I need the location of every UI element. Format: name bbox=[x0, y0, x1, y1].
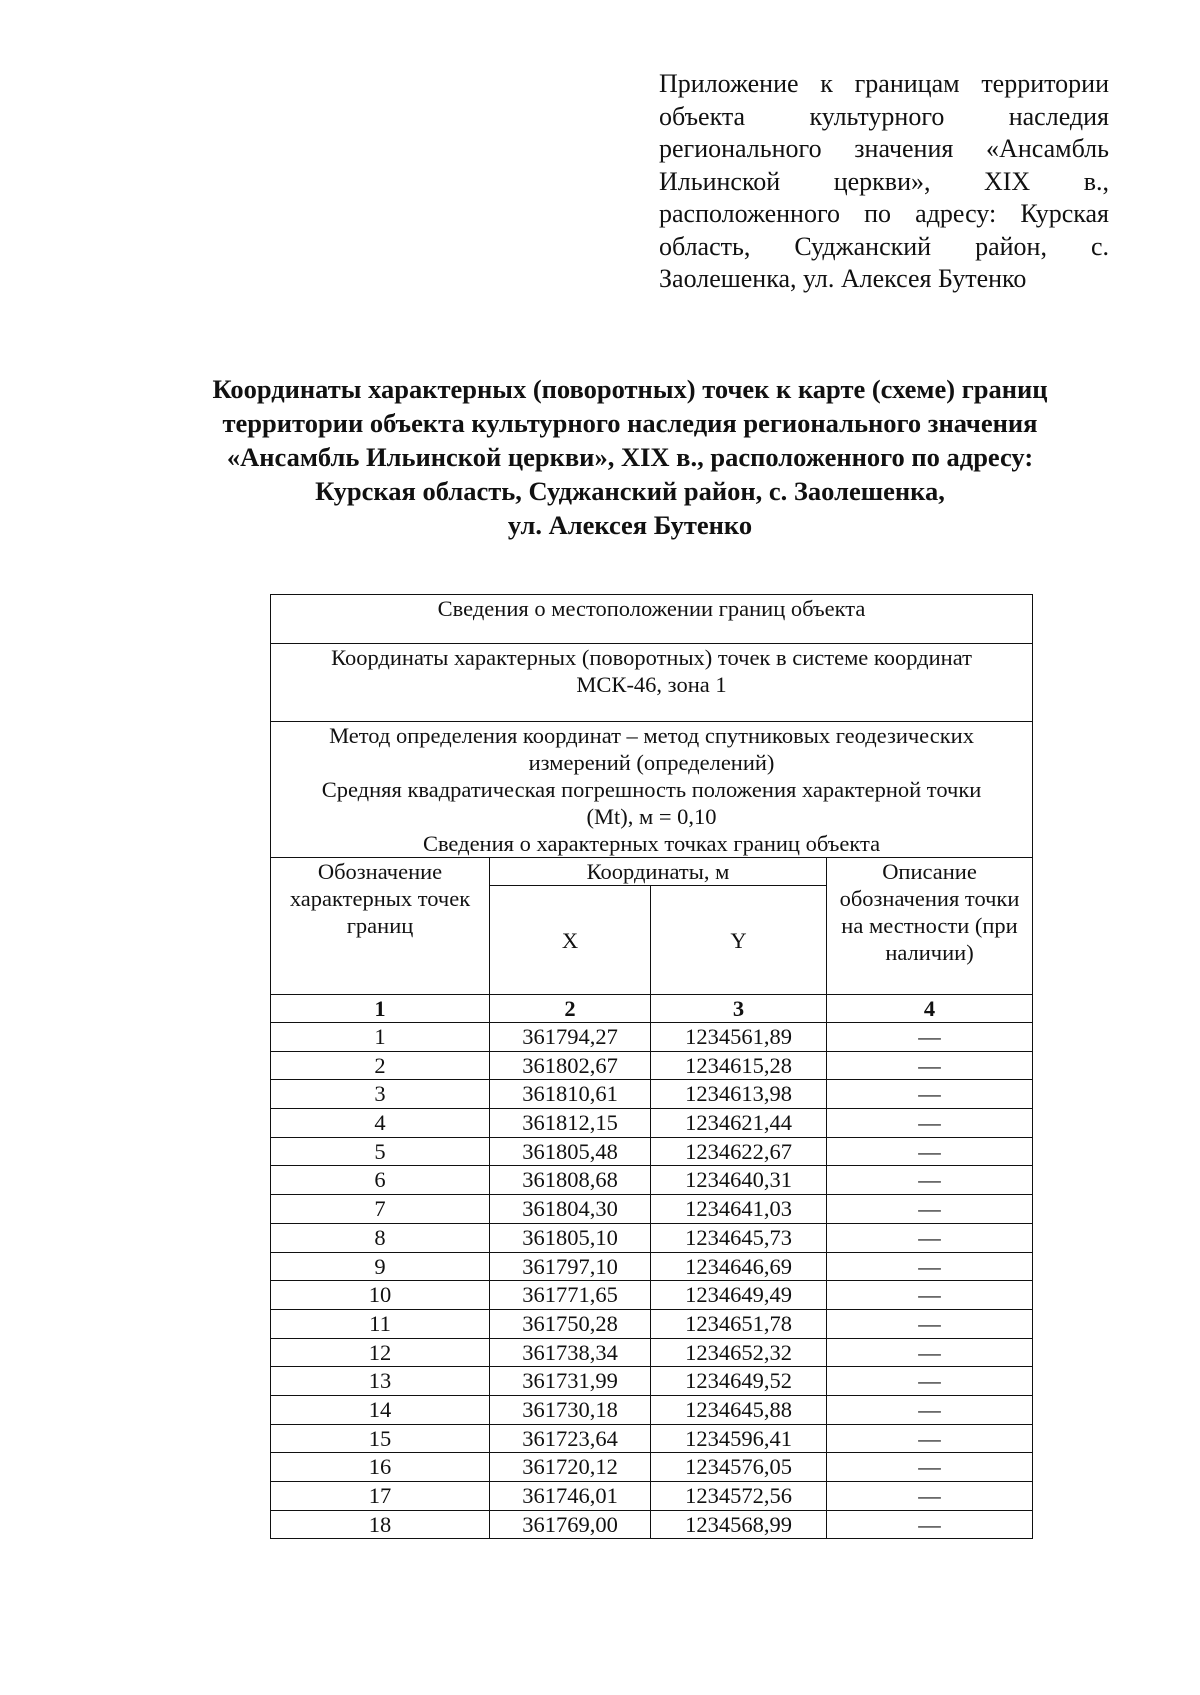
x-coordinate: 361720,12 bbox=[490, 1453, 651, 1482]
y-coordinate: 1234652,32 bbox=[651, 1338, 827, 1367]
column-number-row bbox=[271, 995, 1033, 1023]
point-number: 8 bbox=[271, 1223, 490, 1252]
point-number: 1 bbox=[271, 1023, 490, 1052]
title-line: Курская область, Суджанский район, с. Заолешенка, bbox=[315, 476, 945, 506]
point-description: — bbox=[827, 1309, 1033, 1338]
x-coordinate: 361804,30 bbox=[490, 1195, 651, 1224]
table-row bbox=[271, 1309, 1033, 1338]
table-row bbox=[271, 1223, 1033, 1252]
y-coordinate: 1234645,88 bbox=[651, 1395, 827, 1424]
x-coordinate: 361794,27 bbox=[490, 1023, 651, 1052]
x-coordinate: 361808,68 bbox=[490, 1166, 651, 1195]
table-row bbox=[271, 1051, 1033, 1080]
column-number: 3 bbox=[651, 995, 827, 1023]
column-number: 2 bbox=[490, 995, 651, 1023]
table-row bbox=[271, 1482, 1033, 1511]
coordinate-system bbox=[271, 644, 1033, 722]
coord-system-line: Координаты характерных (поворотных) точек в системе координат bbox=[331, 645, 972, 670]
point-number: 11 bbox=[271, 1309, 490, 1338]
x-coordinate: 361723,64 bbox=[490, 1424, 651, 1453]
point-description: — bbox=[827, 1367, 1033, 1396]
y-coordinate: 1234622,67 bbox=[651, 1137, 827, 1166]
header-x: X bbox=[490, 886, 651, 995]
error-line: Средняя квадратическая погрешность положения характерной точки bbox=[321, 777, 982, 802]
y-coordinate: 1234613,98 bbox=[651, 1080, 827, 1109]
point-number: 15 bbox=[271, 1424, 490, 1453]
section-title: Сведения о местоположении границ объекта bbox=[271, 595, 1033, 644]
point-number: 5 bbox=[271, 1137, 490, 1166]
table-row bbox=[271, 1281, 1033, 1310]
y-coordinate: 1234646,69 bbox=[651, 1252, 827, 1281]
point-number: 14 bbox=[271, 1395, 490, 1424]
x-coordinate: 361802,67 bbox=[490, 1051, 651, 1080]
header-description: Описание обозначения точки на местности (при наличии) bbox=[827, 858, 1033, 995]
x-coordinate: 361730,18 bbox=[490, 1395, 651, 1424]
point-description: — bbox=[827, 1453, 1033, 1482]
title-line: ул. Алексея Бутенко bbox=[507, 510, 753, 540]
x-coordinate: 361731,99 bbox=[490, 1367, 651, 1396]
point-description: — bbox=[827, 1223, 1033, 1252]
y-coordinate: 1234561,89 bbox=[651, 1023, 827, 1052]
y-coordinate: 1234576,05 bbox=[651, 1453, 827, 1482]
point-description: — bbox=[827, 1482, 1033, 1511]
point-description: — bbox=[827, 1395, 1033, 1424]
x-coordinate: 361746,01 bbox=[490, 1482, 651, 1511]
title-line: «Ансамбль Ильинской церкви», XIX в., расположенного по адресу: bbox=[226, 442, 1034, 472]
points-title: Сведения о характерных точках границ объекта bbox=[422, 831, 881, 856]
header-coordinates: Координаты, м bbox=[490, 858, 827, 886]
point-number: 6 bbox=[271, 1166, 490, 1195]
table-row bbox=[271, 1424, 1033, 1453]
header-y: Y bbox=[651, 886, 827, 995]
y-coordinate: 1234641,03 bbox=[651, 1195, 827, 1224]
annex-note: Приложение к границам территории объекта культурного наследия регионального значения «Ансамбль Ильинской церкви», XIX в., расположенного по адресу: Курская область, Суджанский район, с. Заолешенка, ул. Алексея Бутенко bbox=[659, 69, 1109, 293]
error-line: (Mt), м = 0,10 bbox=[586, 804, 717, 829]
point-description: — bbox=[827, 1338, 1033, 1367]
y-coordinate: 1234621,44 bbox=[651, 1109, 827, 1138]
y-coordinate: 1234640,31 bbox=[651, 1166, 827, 1195]
x-coordinate: 361805,48 bbox=[490, 1137, 651, 1166]
column-number: 1 bbox=[271, 995, 490, 1023]
table-row bbox=[271, 1252, 1033, 1281]
y-coordinate: 1234615,28 bbox=[651, 1051, 827, 1080]
x-coordinate: 361805,10 bbox=[490, 1223, 651, 1252]
coord-system-line: МСК-46, зона 1 bbox=[576, 672, 727, 697]
point-number: 10 bbox=[271, 1281, 490, 1310]
y-coordinate: 1234645,73 bbox=[651, 1223, 827, 1252]
point-number: 3 bbox=[271, 1080, 490, 1109]
method-line: измерений (определений) bbox=[528, 750, 775, 775]
document-title bbox=[150, 372, 1110, 542]
point-number: 4 bbox=[271, 1109, 490, 1138]
table-row bbox=[271, 1367, 1033, 1396]
x-coordinate: 361797,10 bbox=[490, 1252, 651, 1281]
point-description: — bbox=[827, 1195, 1033, 1224]
point-description: — bbox=[827, 1109, 1033, 1138]
method-info bbox=[271, 722, 1033, 858]
table-row bbox=[271, 1510, 1033, 1539]
title-line: территории объекта культурного наследия регионального значения bbox=[222, 408, 1038, 438]
y-coordinate: 1234651,78 bbox=[651, 1309, 827, 1338]
point-description: — bbox=[827, 1281, 1033, 1310]
x-coordinate: 361771,65 bbox=[490, 1281, 651, 1310]
x-coordinate: 361769,00 bbox=[490, 1510, 651, 1539]
point-number: 12 bbox=[271, 1338, 490, 1367]
x-coordinate: 361810,61 bbox=[490, 1080, 651, 1109]
header-designation: Обозначение характерных точек границ bbox=[271, 858, 490, 995]
table-row bbox=[271, 1023, 1033, 1052]
point-number: 9 bbox=[271, 1252, 490, 1281]
y-coordinate: 1234596,41 bbox=[651, 1424, 827, 1453]
point-description: — bbox=[827, 1023, 1033, 1052]
y-coordinate: 1234572,56 bbox=[651, 1482, 827, 1511]
point-number: 13 bbox=[271, 1367, 490, 1396]
point-description: — bbox=[827, 1137, 1033, 1166]
y-coordinate: 1234649,49 bbox=[651, 1281, 827, 1310]
table-row bbox=[271, 1166, 1033, 1195]
point-description: — bbox=[827, 1252, 1033, 1281]
point-number: 17 bbox=[271, 1482, 490, 1511]
point-number: 18 bbox=[271, 1510, 490, 1539]
x-coordinate: 361750,28 bbox=[490, 1309, 651, 1338]
point-description: — bbox=[827, 1510, 1033, 1539]
table-row bbox=[271, 1137, 1033, 1166]
method-line: Метод определения координат – метод спутниковых геодезических bbox=[329, 723, 974, 748]
point-description: — bbox=[827, 1424, 1033, 1453]
column-number: 4 bbox=[827, 995, 1033, 1023]
point-description: — bbox=[827, 1051, 1033, 1080]
x-coordinate: 361812,15 bbox=[490, 1109, 651, 1138]
coordinates-table bbox=[270, 594, 1033, 1539]
y-coordinate: 1234568,99 bbox=[651, 1510, 827, 1539]
x-coordinate: 361738,34 bbox=[490, 1338, 651, 1367]
table-row bbox=[271, 1338, 1033, 1367]
point-number: 16 bbox=[271, 1453, 490, 1482]
point-description: — bbox=[827, 1166, 1033, 1195]
point-number: 2 bbox=[271, 1051, 490, 1080]
table-row bbox=[271, 1109, 1033, 1138]
point-description: — bbox=[827, 1080, 1033, 1109]
table-row bbox=[271, 1395, 1033, 1424]
title-line: Координаты характерных (поворотных) точек к карте (схеме) границ bbox=[212, 374, 1048, 404]
point-number: 7 bbox=[271, 1195, 490, 1224]
y-coordinate: 1234649,52 bbox=[651, 1367, 827, 1396]
table-row bbox=[271, 1195, 1033, 1224]
table-row bbox=[271, 1453, 1033, 1482]
table-row bbox=[271, 1080, 1033, 1109]
